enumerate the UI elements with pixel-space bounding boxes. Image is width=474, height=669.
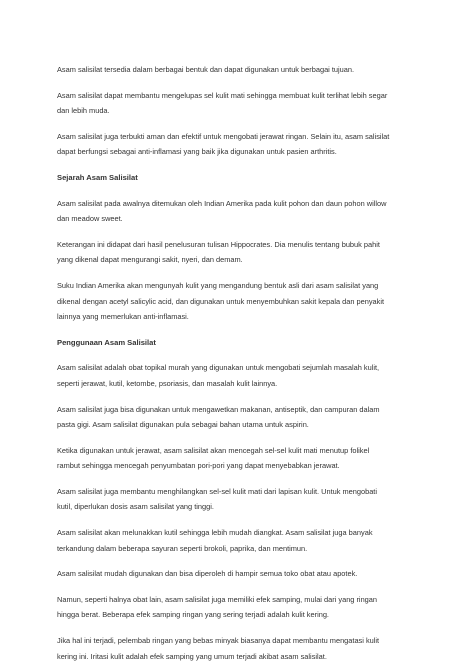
- text-line: lainnya yang memerlukan anti-inflamasi.: [57, 312, 189, 322]
- text-line: Asam salisilat mudah digunakan dan bisa diperoleh di hampir semua toko obat atau apotek.: [57, 569, 358, 579]
- paragraph: [57, 633, 424, 664]
- text-line: dan meadow sweet.: [57, 214, 123, 224]
- text-line: terkandung dalam beberapa sayuran seperti brokoli, paprika, dan mentimun.: [57, 543, 308, 553]
- paragraph: [57, 237, 424, 268]
- text-line: Penggunaan Asam Salisilat: [57, 337, 156, 347]
- text-line: Asam salisilat dapat membantu mengelupas sel kulit mati sehingga membuat kulit terlihat lebih segar: [57, 90, 388, 100]
- paragraph: [57, 196, 424, 227]
- text-line: rambut sehingga mencegah penyumbatan pori-pori yang dapat menyebabkan jerawat.: [57, 461, 340, 471]
- text-line: Ketika digunakan untuk jerawat, asam salisilat akan mencegah sel-sel kulit mati menutup folikel: [57, 445, 370, 455]
- text-line: Namun, seperti halnya obat lain, asam salisilat juga memiliki efek samping, mulai dari yang ringan: [57, 594, 378, 604]
- text-line: Asam salisilat pada awalnya ditemukan oleh Indian Amerika pada kulit pohon dan daun pohon willow: [57, 198, 387, 208]
- paragraph: [57, 566, 424, 582]
- text-line: Jika hal ini terjadi, pelembab ringan yang bebas minyak biasanya dapat membantu mengatasi kulit: [57, 636, 380, 646]
- paragraph: [57, 484, 424, 515]
- text-line: Asam salisilat akan melunakkan kutil sehingga lebih mudah diangkat. Asam salisilat juga banyak: [57, 528, 373, 538]
- section-heading: [57, 170, 424, 186]
- text-line: Sejarah Asam Salisilat: [57, 172, 138, 182]
- text-line: Suku Indian Amerika akan mengunyah kulit yang mengandung bentuk asli dari asam salisilat yang: [57, 280, 379, 290]
- text-line: Keterangan ini didapat dari hasil penelusuran tulisan Hippocrates. Dia menulis tentang bubuk pahit: [57, 239, 380, 249]
- text-line: Asam salisilat juga terbukti aman dan efektif untuk mengobati jerawat ringan. Selain itu, asam salisilat: [57, 131, 390, 141]
- document-body: [57, 62, 424, 664]
- text-line: kering ini. Iritasi kulit adalah efek samping yang umum terjadi akibat asam salisilat.: [57, 651, 327, 661]
- text-line: seperti jerawat, kutil, ketombe, psoriasis, dan masalah kulit lainnya.: [57, 378, 278, 388]
- text-line: hingga berat. Beberapa efek samping ringan yang sering terjadi adalah kulit kering.: [57, 610, 329, 620]
- text-line: Asam salisilat tersedia dalam berbagai bentuk dan dapat digunakan untuk berbagai tujuan.: [57, 65, 355, 74]
- text-line: dikenal dengan acetyl salicylic acid, dan digunakan untuk menyembuhkan sakit kepala dan penyakit: [57, 296, 385, 306]
- paragraph: [57, 360, 424, 391]
- text-line: Asam salisilat adalah obat topikal murah yang digunakan untuk mengobati sejumlah masalah kulit,: [57, 363, 380, 373]
- text-line: yang dikenal dapat mengurangi sakit, nyeri, dan demam.: [57, 255, 243, 265]
- text-line: Asam salisilat juga membantu menghilangkan sel-sel kulit mati dari lapisan kulit. Untuk mengobati: [57, 486, 378, 496]
- paragraph: [57, 443, 424, 474]
- paragraph: [57, 88, 424, 119]
- text-line: pasta gigi. Asam salisilat digunakan pula sebagai bahan utama untuk aspirin.: [57, 420, 309, 430]
- paragraph: [57, 592, 424, 623]
- text-line: kutil, diperlukan dosis asam salisilat yang tinggi.: [57, 502, 214, 512]
- paragraph: [57, 278, 424, 325]
- paragraph: [57, 129, 424, 160]
- text-line: dan lebih muda.: [57, 106, 110, 116]
- section-heading: [57, 335, 424, 351]
- text-line: Asam salisilat juga bisa digunakan untuk mengawetkan makanan, antiseptik, dan campuran dalam: [57, 404, 380, 414]
- paragraph: [57, 402, 424, 433]
- text-line: dapat berfungsi sebagai anti-inflamasi yang baik jika digunakan untuk pasien arthritis.: [57, 147, 337, 157]
- paragraph: [57, 525, 424, 556]
- paragraph: [57, 62, 424, 78]
